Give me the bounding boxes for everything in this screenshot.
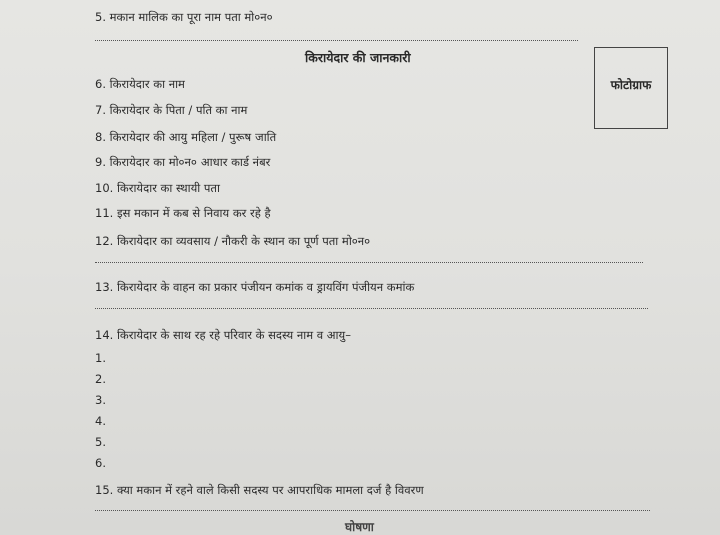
tenant-age-label: 8. किरायेदार की आयु [95,130,188,144]
family-line-number: 6. [95,456,106,470]
family-line-number: 3. [95,393,106,407]
tenant-permanent-address-label: 10. किरायेदार का स्थायी पता [95,181,220,195]
family-member-line[interactable] [95,372,647,386]
tenant-caste-label: जाति [255,130,277,144]
family-member-line[interactable] [95,393,647,407]
tenant-name-label: 6. किरायेदार का नाम [95,77,185,91]
declaration-heading-partial: घोषणा [345,520,374,534]
vehicle-info-label: 13. किरायेदार के वाहन का प्रकार पंजीयन कमांक व ड्रायविंग पंजीयन कमांक [95,280,415,294]
landlord-address-line-2[interactable] [95,40,578,41]
tenant-gender-label: महिला / पुरूष [191,130,252,144]
family-line-number: 5. [95,435,106,449]
criminal-case-label: 15. क्या मकान में रहने वाले किसी सदस्य पर आपराधिक मामला दर्ज है विवरण [95,483,424,497]
occupation-address-line-2[interactable] [95,262,643,263]
criminal-case-line-2[interactable] [95,510,650,511]
tenant-age-row [95,130,641,145]
tenant-aadhaar-label: आधार कार्ड नंबर [200,155,271,169]
tenant-section-heading: किरायेदार की जानकारी [305,50,411,65]
family-members-label [95,328,351,343]
tenant-father-label: 7. किरायेदार के पिता / पति का नाम [95,103,248,117]
family-member-line[interactable] [95,435,647,449]
family-member-line[interactable] [95,456,647,470]
residence-since-field[interactable] [95,206,641,221]
photo-box [594,47,668,129]
family-member-line[interactable] [95,351,647,365]
family-member-line[interactable] [95,414,647,428]
residence-since-label: 11. इस मकान में कब से निवाय कर रहे है [95,206,271,220]
tenant-name-field[interactable] [95,77,563,92]
occupation-address-label: 12. किरायेदार का व्यवसाय / नौकरी के स्थान का पूर्ण पता मो०न० [95,234,371,248]
landlord-address-field[interactable] [95,10,578,25]
family-line-number: 1. [95,351,106,365]
photo-label: फोटोग्राफ [610,78,652,92]
vehicle-info-line-2[interactable] [95,308,648,309]
tenant-mobile-row [95,155,641,170]
vehicle-info-field[interactable] [95,280,648,295]
family-line-number: 4. [95,414,106,428]
family-members-heading: 14. किरायेदार के साथ रह रहे परिवार के सदस्य नाम व आयु– [95,328,351,342]
occupation-address-field[interactable] [95,234,643,249]
tenant-mobile-label: 9. किरायेदार का मो०न० [95,155,197,169]
family-line-number: 2. [95,372,106,386]
tenant-father-field[interactable] [95,103,589,118]
criminal-case-field[interactable] [95,483,650,498]
landlord-address-label: 5. मकान मालिक का पूरा नाम पता मो०न० [95,10,273,24]
tenant-permanent-address-field[interactable] [95,181,641,196]
